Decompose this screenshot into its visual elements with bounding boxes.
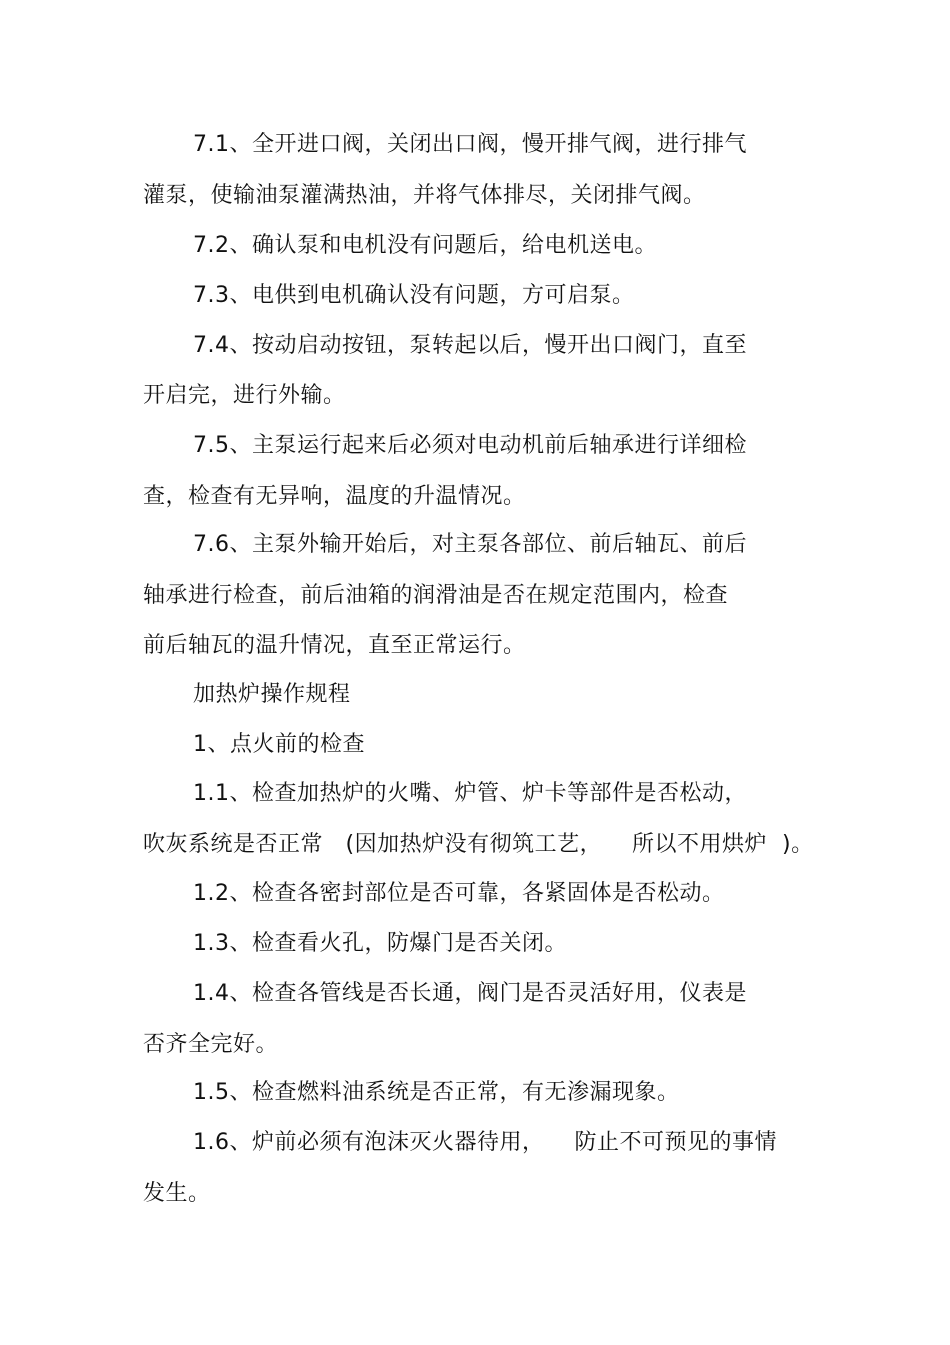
paragraph-7-6-line-1: 7.6、主泵外输开始后，对主泵各部位、前后轴瓦、前后 bbox=[193, 532, 747, 557]
paragraph-7-6-line-3: 前后轴瓦的温升情况，直至正常运行。 bbox=[143, 633, 526, 658]
paragraph-1-1-line-1: 1.1、检查加热炉的火嘴、炉管、炉卡等部件是否松动， bbox=[193, 781, 747, 806]
paragraph-1-4-line-2: 否齐全完好。 bbox=[143, 1032, 279, 1057]
paragraph-7-3: 7.3、电供到电机确认没有问题，方可启泵。 bbox=[193, 283, 635, 308]
paragraph-7-1-line-2: 灌泵，使输油泵灌满热油，并将气体排尽，关闭排气阀。 bbox=[143, 183, 706, 208]
paragraph-7-1-line-1: 7.1、全开进口阀，关闭出口阀，慢开排气阀，进行排气 bbox=[193, 132, 747, 157]
paragraph-1-5: 1.5、检查燃料油系统是否正常，有无渗漏现象。 bbox=[193, 1080, 680, 1105]
paragraph-7-5-line-1: 7.5、主泵运行起来后必须对电动机前后轴承进行详细检 bbox=[193, 433, 747, 458]
paragraph-1-2: 1.2、检查各密封部位是否可靠，各紧固体是否松动。 bbox=[193, 881, 725, 906]
paragraph-7-5-line-2: 查，检查有无异响，温度的升温情况。 bbox=[143, 484, 526, 509]
paragraph-7-4-line-1: 7.4、按动启动按钮，泵转起以后，慢开出口阀门，直至 bbox=[193, 333, 747, 358]
paragraph-1-3: 1.3、检查看火孔，防爆门是否关闭。 bbox=[193, 931, 567, 956]
section-heading: 加热炉操作规程 bbox=[193, 682, 351, 707]
subsection-heading: 1、点火前的检查 bbox=[193, 732, 365, 757]
paragraph-1-6-line-1: 1.6、炉前必须有泡沫灭火器待用， 防止不可预见的事情 bbox=[193, 1130, 777, 1155]
paragraph-7-2: 7.2、确认泵和电机没有问题后，给电机送电。 bbox=[193, 233, 657, 258]
paragraph-1-4-line-1: 1.4、检查各管线是否长通，阀门是否灵活好用，仪表是 bbox=[193, 981, 747, 1006]
paragraph-1-6-line-2: 发生。 bbox=[143, 1181, 211, 1206]
paragraph-7-4-line-2: 开启完，进行外输。 bbox=[143, 383, 346, 408]
paragraph-1-1-line-2: 吹灰系统是否正常 (因加热炉没有彻筑工艺， 所以不用烘炉 )。 bbox=[143, 832, 814, 857]
paragraph-7-6-line-2: 轴承进行检查，前后油箱的润滑油是否在规定范围内，检查 bbox=[143, 583, 729, 608]
